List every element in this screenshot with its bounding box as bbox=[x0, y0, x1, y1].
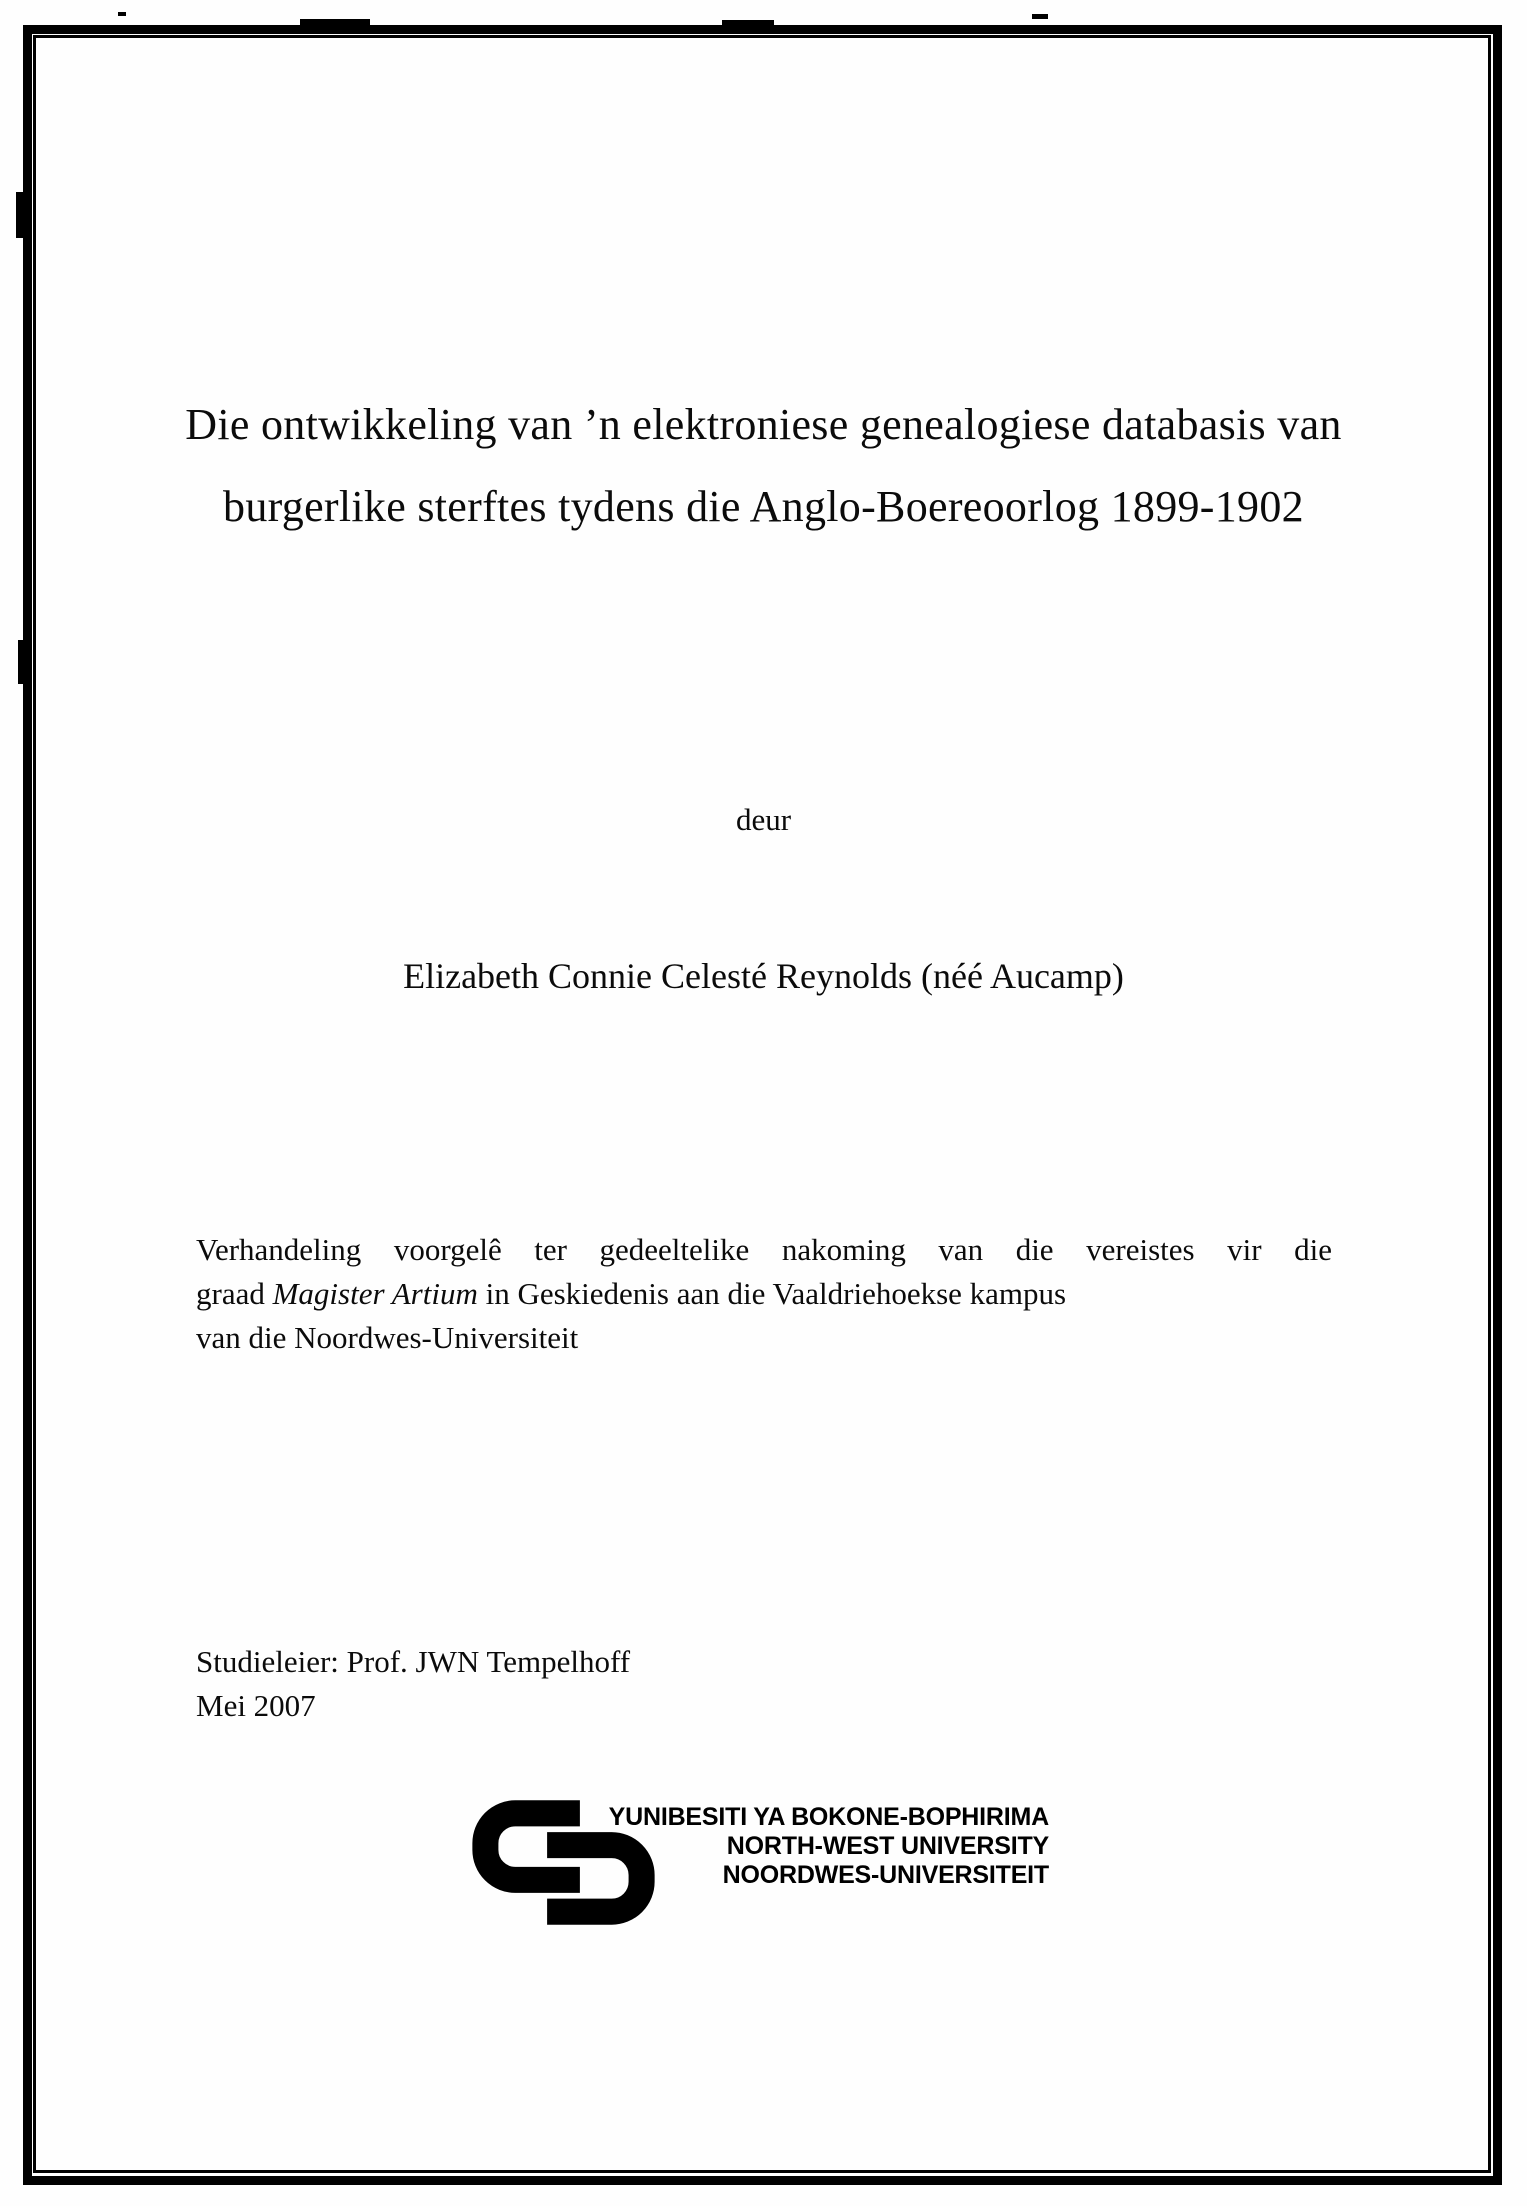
statement-line2-post: in Geskiedenis aan die Vaaldriehoekse kampus bbox=[477, 1276, 1067, 1311]
byline-label: deur bbox=[735, 802, 792, 837]
scan-artifact bbox=[300, 19, 370, 27]
logo-line-setswana: YUNIBESITI YA BOKONE-BOPHIRIMA bbox=[608, 1803, 1049, 1831]
scan-artifact bbox=[16, 192, 31, 238]
scan-artifact bbox=[1032, 14, 1048, 19]
author-name: Elizabeth Connie Celesté Reynolds (néé Aucamp) bbox=[403, 956, 1124, 996]
date-line: Mei 2007 bbox=[196, 1688, 316, 1723]
university-logo-text bbox=[583, 1803, 1049, 1890]
university-logo bbox=[467, 1795, 1077, 1940]
thesis-statement bbox=[196, 1228, 1332, 1360]
statement-line3: van die Noordwes-Universiteit bbox=[196, 1320, 579, 1355]
supervisor-block bbox=[196, 1640, 630, 1728]
thesis-title bbox=[0, 384, 1527, 548]
scan-artifact bbox=[722, 20, 774, 27]
thesis-title-line1: Die ontwikkeling van ’n elektroniese genealogiese databasis van bbox=[185, 400, 1342, 449]
degree-name: Magister Artium bbox=[272, 1276, 478, 1311]
statement-line2-pre: graad bbox=[196, 1276, 273, 1311]
logo-line-english: NORTH-WEST UNIVERSITY bbox=[726, 1832, 1049, 1860]
statement-line1: Verhandeling voorgelê ter gedeeltelike nakoming van die vereistes vir die bbox=[196, 1232, 1332, 1267]
scan-artifact bbox=[18, 640, 30, 684]
scan-artifact bbox=[118, 12, 126, 16]
thesis-title-line2: burgerlike sterftes tydens die Anglo-Boereoorlog 1899-1902 bbox=[223, 482, 1304, 531]
statement-line2 bbox=[196, 1272, 1332, 1316]
supervisor-line: Studieleier: Prof. JWN Tempelhoff bbox=[196, 1644, 631, 1679]
logo-line-afrikaans: NOORDWES-UNIVERSITEIT bbox=[722, 1861, 1049, 1889]
